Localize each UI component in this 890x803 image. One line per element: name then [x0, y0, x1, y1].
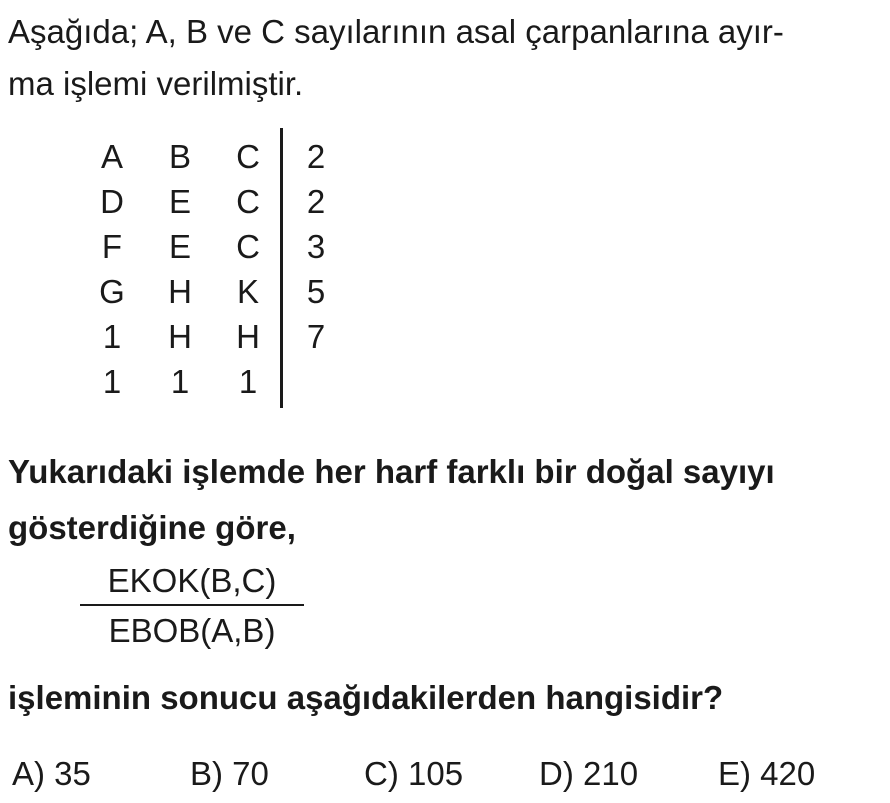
intro-line-2: ma işlemi verilmiştir.	[8, 65, 304, 102]
question-text	[8, 444, 890, 556]
table-row	[92, 359, 352, 404]
choice-a[interactable]: A) 35	[12, 755, 91, 792]
fraction-numerator: EKOK(B,C)	[107, 562, 277, 599]
table-cell: D	[100, 183, 124, 220]
choice-b[interactable]: B) 70	[190, 755, 269, 792]
table-cell: H	[168, 273, 192, 310]
prime-divisor: 2	[306, 138, 326, 175]
table-cell: B	[168, 138, 191, 175]
choice-c[interactable]: C) 105	[364, 755, 464, 792]
prime-divisor: 3	[306, 228, 326, 265]
table-cell: A	[100, 138, 123, 175]
prime-divisor: 2	[306, 183, 326, 220]
table-cell: E	[168, 183, 191, 220]
question-line-1: Yukarıdaki işlemde her harf farklı bir doğal sayıyı	[8, 453, 775, 490]
fraction-denominator: EBOB(A,B)	[108, 612, 276, 649]
table-row	[92, 179, 352, 224]
table-cell: 1	[170, 363, 190, 400]
table-cell: G	[99, 273, 125, 310]
prime-divisor: 5	[306, 273, 326, 310]
table-row	[92, 224, 352, 269]
prime-divisor: 7	[306, 318, 326, 355]
table-cell: H	[236, 318, 260, 355]
factorization-table	[92, 134, 352, 404]
fraction-bar	[80, 604, 304, 606]
table-cell: 1	[102, 318, 122, 355]
intro-line-1: Aşağıda; A, B ve C sayılarının asal çarpanlarına ayır-	[8, 13, 784, 50]
table-cell: 1	[238, 363, 258, 400]
question-prompt: işleminin sonucu aşağıdakilerden hangisidir?	[8, 679, 724, 716]
choice-d[interactable]: D) 210	[539, 755, 639, 792]
table-cell: C	[236, 138, 260, 175]
table-row	[92, 134, 352, 179]
answer-choices	[12, 748, 882, 800]
fraction-expression	[80, 560, 304, 652]
question-line-2: gösterdiğine göre,	[8, 509, 296, 546]
table-row	[92, 314, 352, 359]
table-cell: E	[168, 228, 191, 265]
intro-text	[8, 6, 888, 110]
table-row	[92, 269, 352, 314]
table-cell: C	[236, 228, 260, 265]
table-cell: H	[168, 318, 192, 355]
table-cell: 1	[102, 363, 122, 400]
choice-e[interactable]: E) 420	[718, 755, 816, 792]
table-cell: F	[101, 228, 123, 265]
table-cell: K	[236, 273, 259, 310]
table-cell: C	[236, 183, 260, 220]
